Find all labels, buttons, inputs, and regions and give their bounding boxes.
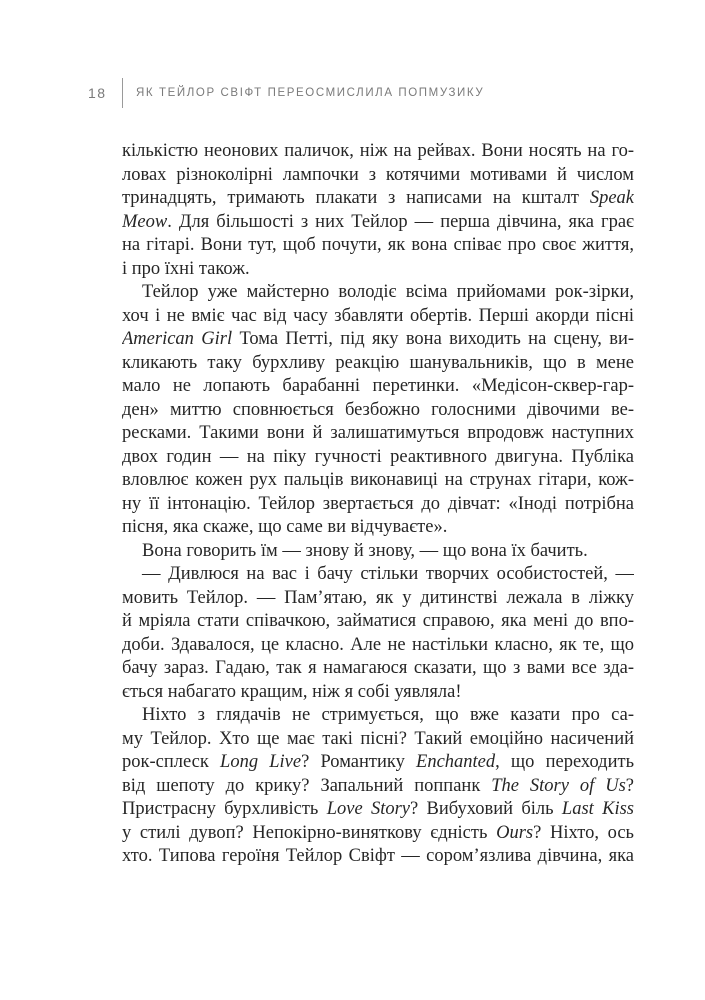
text-line: й мріяла стати співачкою, займатися справою, яка мені до впо- (122, 611, 634, 631)
header-divider (122, 78, 123, 108)
text-line: на гітарі. Вони тут, щоб почути, як вона співає про своє життя, (122, 235, 634, 255)
text-line: ється набагато кращим, ніж я собі уявляла! (122, 681, 462, 702)
text-line: від шепоту до крику? Запальний поппанк The Story of Us? (122, 775, 634, 796)
text-line: мовить Тейлор. — Пам’ятаю, як у дитинстві лежала в ліжку (122, 587, 634, 608)
running-title: ЯК ТЕЙЛОР СВІФТ ПЕРЕОСМИСЛИЛА ПОПМУЗИКУ (136, 87, 485, 99)
text-line: ну її інтонацію. Тейлор звертається до дівчат: «Іноді потрібна (122, 493, 634, 514)
body-text (122, 140, 634, 869)
text-line: пісня, яка скаже, що саме ви відчуваєте». (122, 517, 448, 537)
text-line: тринадцять, тримають плакати з написами на кшталт Speak (122, 188, 634, 208)
text-line: American Girl Тома Петті, під яку вона виходить на сцену, ви- (122, 329, 634, 349)
text-line: бачу зараз. Гадаю, так я намагаюся сказати, що з вами все зда- (122, 658, 634, 678)
text-line: кількістю неонових паличок, ніж на рейвах. Вони носять на го- (122, 141, 634, 161)
text-line: хто. Типова героїня Тейлор Свіфт — сором’язлива дівчина, яка (122, 846, 634, 866)
text-line: Ніхто з глядачів не стримується, що вже казати про са- (142, 705, 634, 725)
text-line: вловлює кожен рух пальців виконавиці на струнах гітари, кож- (122, 470, 634, 490)
text-line: му Тейлор. Хто ще має такі пісні? Такий емоційно насичений (122, 728, 634, 749)
text-line: Meow. Для більшості з них Тейлор — перша дівчина, яка грає (122, 211, 634, 232)
text-line: Пристрасну бурхливість Love Story? Вибуховий біль Last Kiss (122, 799, 634, 819)
text-line: і про їхні також. (122, 258, 250, 279)
text-line: хоч і не вміє час від часу збавляти обертів. Перші акорди пісні (122, 305, 634, 326)
text-line: двох годин — на піку гучності реактивного двигуна. Публіка (122, 446, 634, 467)
text-line: мало не лопають барабанні перетинки. «Медісон-сквер-гар- (122, 376, 634, 396)
text-line: — Дивлюся на вас і бачу стільки творчих особистостей, — (142, 564, 634, 584)
page-number: 18 (88, 85, 107, 101)
page-header (88, 78, 484, 108)
text-line: Тейлор уже майстерно володіє всіма прийомами рок-зірки, (142, 282, 634, 302)
text-line: кликають таку бурхливу реакцію шанувальників, що в мене (122, 352, 634, 373)
text-line: у стилі дувоп? Непокірно-виняткову єдність Ours? Ніхто, ось (122, 822, 634, 843)
text-line: ресками. Такими вони й залишатимуться впродовж наступних (122, 423, 634, 443)
text-line: доби. Здавалося, це класно. Але не настільки класно, як те, що (122, 634, 634, 655)
text-line: рок-сплеск Long Live? Романтику Enchanted, що переходить (122, 752, 634, 772)
text-line: ден» миттю сповнюється безбожно голосними дівочими ве- (122, 399, 634, 420)
text-line: ловах різноколірні лампочки з котячими мотивами й числом (122, 164, 634, 185)
text-line: Вона говорить їм — знову й знову, — що вона їх бачить. (142, 540, 588, 561)
